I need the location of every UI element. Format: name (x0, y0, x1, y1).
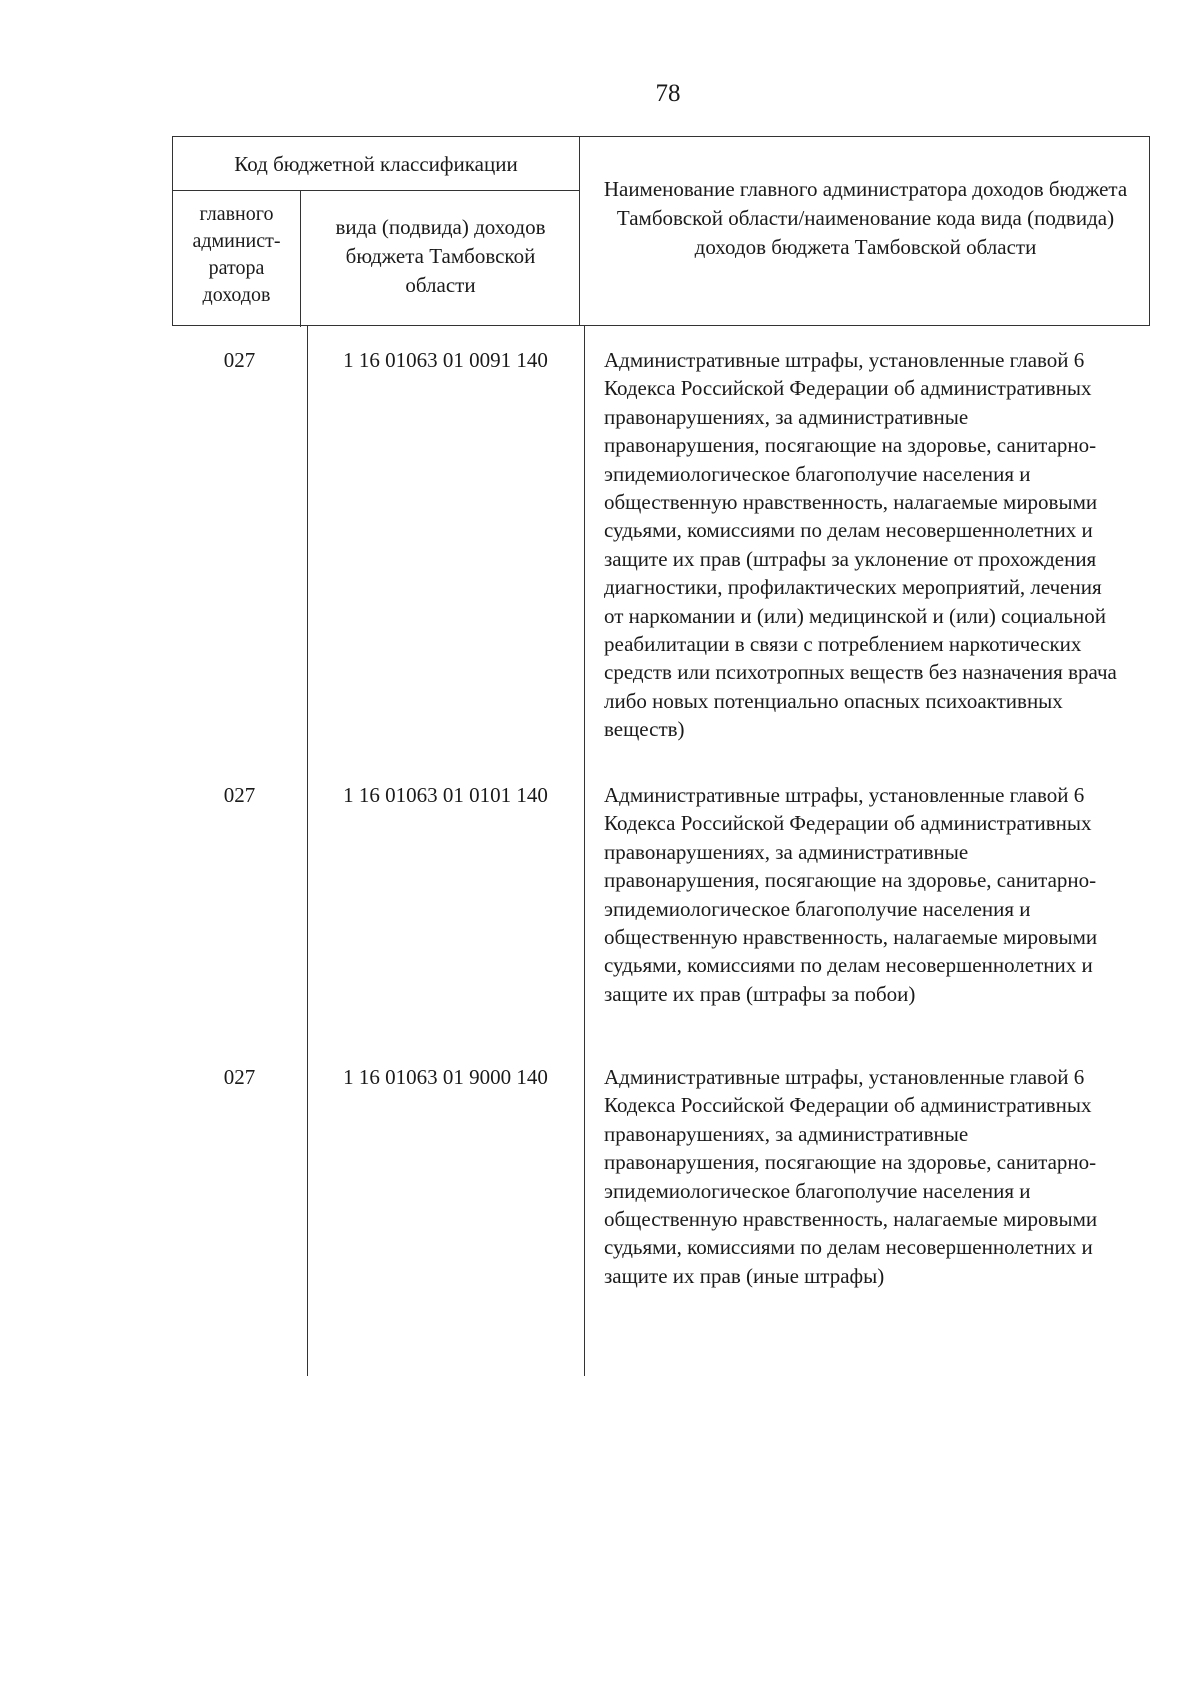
row-income-name: Административные штрафы, установленные главой 6 Кодекса Российской Федерации об административных правонарушениях, за административные правонарушения, посягающие на здоровье, санитарно-эпидемиологическое благополучие населения и общественную нравственность, налагаемые мировыми судьями, комиссиями по делам несовершеннолетних и защите их прав (иные штрафы) (604, 1065, 1098, 1288)
row-income-name: Административные штрафы, установленные главой 6 Кодекса Российской Федерации об административных правонарушениях, за административные правонарушения, посягающие на здоровье, санитарно-эпидемиологическое благополучие населения и общественную нравственность, налагаемые мировыми судьями, комиссиями по делам несовершеннолетних и защите их прав (штрафы за уклонение от прохождения диагностики, профилактических мероприятий, лечения от наркомании и (или) медицинской и (или) социальной реабилитации в связи с потреблением наркотических средств или психотропных веществ без назначения врача либо новых потенциально опасных психоактивных веществ) (604, 348, 1117, 742)
column-divider (307, 326, 308, 1376)
budget-classification-table (172, 136, 1150, 1376)
row-income-code: 1 16 01063 01 0091 140 (343, 348, 548, 372)
row-admin-code: 027 (223, 1065, 256, 1089)
header-name: Наименование главного администратора доходов бюджета Тамбовской области/наименование кода вида (подвида) доходов бюджета Тамбовской области (603, 177, 1128, 259)
row-admin-code: 027 (223, 783, 256, 807)
table-body (172, 326, 1150, 1376)
row-income-code: 1 16 01063 01 0101 140 (343, 783, 548, 807)
column-divider (584, 326, 585, 1376)
table-header (172, 136, 1150, 326)
header-codes-group (173, 137, 580, 325)
header-codes-title: Код бюджетной классификации (173, 137, 579, 191)
row-income-name: Административные штрафы, установленные главой 6 Кодекса Российской Федерации об административных правонарушениях, за административные правонарушения, посягающие на здоровье, санитарно-эпидемиологическое благополучие населения и общественную нравственность, налагаемые мировыми судьями, комиссиями по делам несовершеннолетних и защите их прав (штрафы за побои) (604, 783, 1098, 1006)
header-admin-code: главного админист- ратора доходов (173, 191, 301, 327)
header-kind-code: вида (подвида) доходов бюджета Тамбовской области (335, 215, 546, 297)
row-income-code: 1 16 01063 01 9000 140 (343, 1065, 548, 1089)
page-number: 78 (655, 80, 681, 107)
row-admin-code: 027 (223, 348, 256, 372)
